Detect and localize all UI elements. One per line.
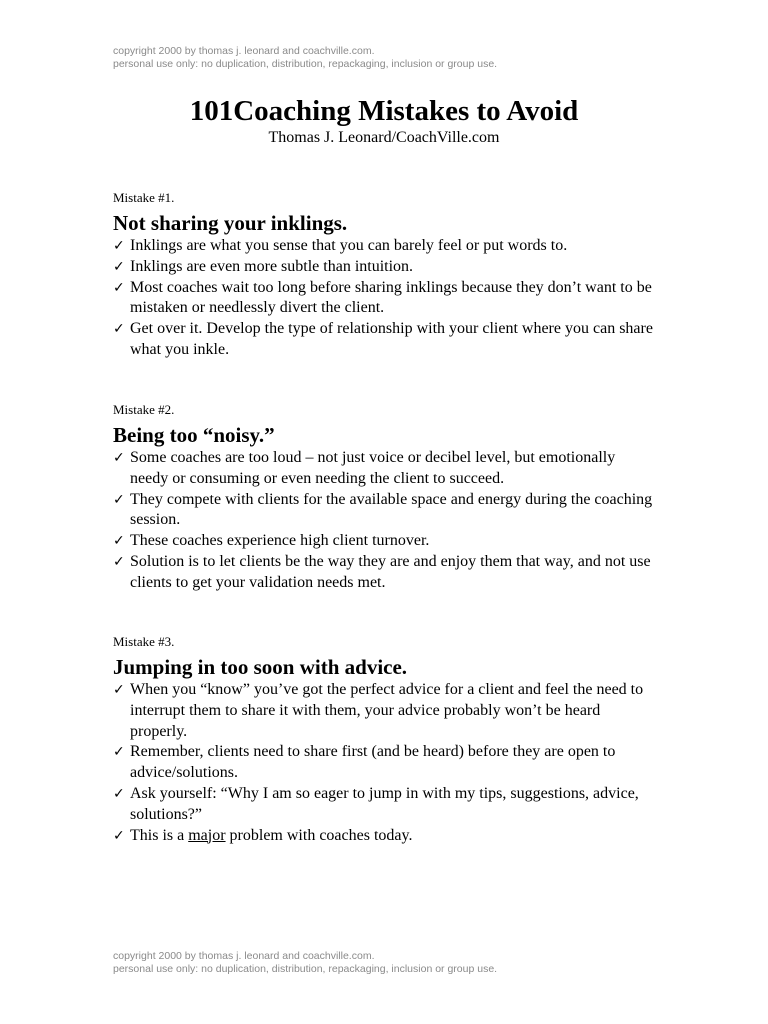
author-subtitle: Thomas J. Leonard/CoachVille.com (268, 129, 500, 146)
checkmark-icon: ✓ (113, 450, 125, 466)
mistake-label: Mistake #1. (113, 190, 175, 205)
copyright-line: copyright 2000 by thomas j. leonard and coachville.com. (113, 950, 375, 962)
list-item (113, 826, 653, 847)
checkmark-icon: ✓ (113, 321, 125, 338)
list-item (113, 742, 653, 784)
mistake-heading: Jumping in too soon with advice. (113, 655, 408, 679)
page-title: 101Coaching Mistakes to Avoid (189, 95, 579, 127)
point-text: Inklings are what you sense that you can barely feel or put words to. (130, 237, 568, 254)
point-text: Most coaches wait too long before sharing inklings because they don’t want to be mistaken or needlessly divert the client. (130, 278, 652, 317)
point-text: Solution is to let clients be the way they are and enjoy them that way, and not use clients to get your validation needs met. (130, 552, 651, 591)
mistake-points-list (113, 680, 653, 846)
checkmark-icon: ✓ (113, 258, 125, 275)
list-item (113, 257, 653, 278)
copyright-line: copyright 2000 by thomas j. leonard and coachville.com. (113, 45, 375, 57)
mistake-heading: Being too “noisy.” (113, 423, 275, 447)
point-text-after: problem with coaches today. (225, 826, 413, 844)
underlined-word: major (188, 826, 226, 844)
point-text-before: This is a (130, 826, 189, 844)
list-item (113, 278, 653, 320)
checkmark-icon: ✓ (113, 279, 125, 296)
checkmark-icon: ✓ (113, 238, 125, 254)
mistake-points-list (113, 448, 653, 594)
point-text: Remember, clients need to share first (and be heard) before they are open to advice/solutions. (130, 743, 616, 782)
checkmark-icon: ✓ (113, 491, 125, 508)
point-text: These coaches experience high client turnover. (130, 532, 430, 550)
usage-notice-line: personal use only: no duplication, distribution, repackaging, inclusion or group use. (113, 58, 498, 70)
copyright-header (113, 45, 497, 71)
checkmark-icon: ✓ (113, 827, 125, 844)
list-item (113, 236, 653, 257)
checkmark-icon: ✓ (113, 785, 125, 802)
copyright-footer (113, 950, 497, 976)
mistake-section-3 (113, 634, 653, 846)
list-item (113, 552, 653, 594)
list-item (113, 784, 653, 826)
mistake-section-2 (113, 402, 653, 594)
checkmark-icon: ✓ (113, 553, 125, 570)
mistake-points-list (113, 236, 653, 361)
list-item (113, 448, 653, 490)
list-item (113, 490, 653, 532)
checkmark-icon: ✓ (113, 744, 125, 761)
mistake-section-1 (113, 190, 653, 361)
mistake-heading: Not sharing your inklings. (113, 211, 348, 235)
mistake-label: Mistake #2. (113, 402, 175, 417)
point-text: When you “know” you’ve got the perfect advice for a client and feel the need to interrupt them to share it with them, your advice probably won’t be heard properly. (130, 681, 644, 740)
point-text: They compete with clients for the available space and energy during the coaching session. (130, 490, 653, 529)
list-item (113, 531, 653, 552)
point-text: Get over it. Develop the type of relationship with your client where you can share what you inkle. (130, 320, 653, 358)
list-item (113, 680, 653, 742)
point-text: Inklings are even more subtle than intuition. (130, 257, 414, 275)
checkmark-icon: ✓ (113, 682, 125, 698)
mistake-label: Mistake #3. (113, 634, 175, 649)
point-text: Some coaches are too loud – not just voice or decibel level, but emotionally needy or consuming or even needing the client to succeed. (130, 449, 616, 487)
checkmark-icon: ✓ (113, 533, 125, 550)
usage-notice-line: personal use only: no duplication, distribution, repackaging, inclusion or group use. (113, 963, 498, 975)
point-text: Ask yourself: “Why I am so eager to jump in with my tips, suggestions, advice, solutions?” (130, 784, 639, 823)
list-item (113, 319, 653, 361)
